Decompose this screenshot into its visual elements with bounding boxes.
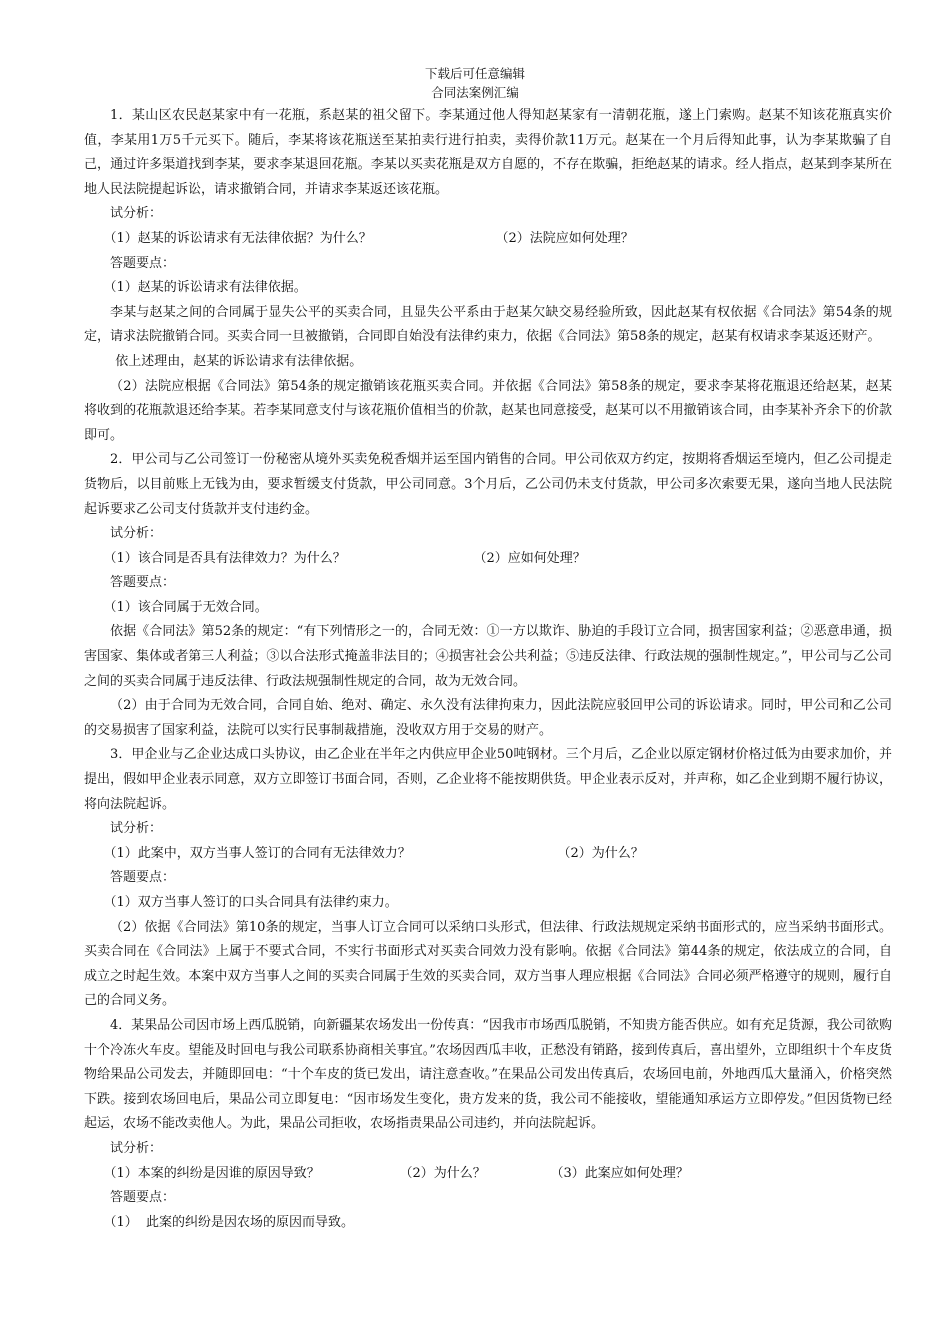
case4-text: 4．某果品公司因市场上西瓜脱销，向新疆某农场发出一份传真：“因我市市场西瓜脱销，不知贵方能否供应。如有充足货源，我公司欲购十个冷冻火车皮。望能及时回电与我公司联系协商相关事宜。”农场因西瓜丰收，正愁没有销路，接到传真后，喜出望外，立即组织十个车皮货物给果品公司发去，并随即回电：“十个车皮的货已发出，请注意查收。”在果品公司发出传真后，农场回电前，外地西瓜大量涌入，价格突然下跌。接到农场回电后，果品公司立即复电：“因市场发生变化，贵方发来的货，我公司不能接收，望能通知承运方立即停发。”但因货物已经起运，农场不能改卖他人。为此，果品公司拒收，农场指责果品公司违约，并向法院起诉。	[84, 1017, 892, 1132]
case1-questions	[84, 227, 892, 252]
case1-question-1: （1）赵某的诉讼请求有无法律依据？为什么？	[103, 230, 372, 246]
case2-answer-1: （1）该合同属于无效合同。	[103, 599, 268, 615]
case4-question-2: （2）为什么？	[399, 1165, 486, 1181]
case1-analyze-label: 试分析：	[110, 206, 163, 222]
case2-answer-1-detail: 依据《合同法》第52条的规定：“有下列情形之一的，合同无效：①一方以欺诈、胁迫的手段订立合同，损害国家利益；②恶意串通，损害国家、集体或者第三人利益；③以合法形式掩盖非法目的；④损害社会公共利益；⑤违反法律、行政法规的强制性规定。”，甲公司与乙公司之间的买卖合同属于违反法律、行政法规强制性规定的合同，故为无效合同。	[84, 624, 892, 689]
case3-questions	[84, 842, 892, 867]
document-title: 合同法案例汇编	[431, 85, 519, 100]
case3-text: 3．甲企业与乙企业达成口头协议，由乙企业在半年之内供应甲企业50吨钢材。三个月后，乙企业以原定钢材价格过低为由要求加价，并提出，假如甲企业表示同意，双方立即签订书面合同，否则，乙企业将不能按期供货。甲企业表示反对，并声称，如乙企业到期不履行协议，将向法院起诉。	[84, 747, 892, 812]
case2-questions	[84, 547, 892, 572]
case3-key-label: 答题要点：	[110, 870, 176, 886]
document-body	[84, 104, 892, 1235]
case3-analyze-label: 试分析：	[110, 821, 163, 837]
case2-text: 2．甲公司与乙公司签订一份秘密从境外买卖免税香烟并运至国内销售的合同。甲公司依双方约定，按期将香烟运至境内，但乙公司提走货物后，以目前账上无钱为由，要求暂缓支付货款，甲公司同意。3个月后，乙公司仍未支付货款，甲公司多次索要无果，遂向当地人民法院起诉要求乙公司支付货款并支付违约金。	[84, 452, 892, 517]
case3-question-2: （2）为什么？	[557, 845, 644, 861]
case2-question-1: （1）该合同是否具有法律效力？为什么？	[103, 550, 346, 566]
case1-answer-1-detail: 李某与赵某之间的合同属于显失公平的买卖合同，且显失公平系由于赵某欠缺交易经验所致，因此赵某有权依据《合同法》第54条的规定，请求法院撤销合同。买卖合同一旦被撤销，合同即自始没有法律约束力，依据《合同法》第58条的规定，赵某有权请求李某返还财产。	[84, 304, 892, 345]
case2-question-2: （2）应如何处理？	[473, 550, 586, 566]
case1-question-2: （2）法院应如何处理？	[495, 230, 634, 246]
case3-answer-1: （1）双方当事人签订的口头合同具有法律约束力。	[103, 895, 398, 910]
case4-question-3: （3）此案应如何处理？	[550, 1165, 689, 1181]
document-header	[0, 64, 950, 102]
case3-question-1: （1）此案中，双方当事人签订的合同有无法律效力？	[103, 845, 411, 861]
case2-key-label: 答题要点：	[110, 575, 176, 591]
case4-analyze-label: 试分析：	[110, 1140, 163, 1156]
case3-answer-2: （2）依据《合同法》第10条的规定，当事人订立合同可以采纳口头形式，但法律、行政法规规定采纳书面形式的，应当采纳书面形式。买卖合同在《合同法》上属于不要式合同，不实行书面形式对买卖合同效力没有影响。依据《合同法》第44条的规定，依法成立的合同，自成立之时起生效。本案中双方当事人之间的买卖合同属于生效的买卖合同，双方当事人理应根据《合同法》合同必须严格遵守的规则，履行自己的合同义务。	[84, 919, 892, 1009]
case1-answer-1-conclusion: 依上述理由，赵某的诉讼请求有法律依据。	[115, 353, 363, 369]
case2-answer-2: （2）由于合同为无效合同，合同自始、绝对、确定、永久没有法律拘束力，因此法院应驳回甲公司的诉讼请求。同时，甲公司和乙公司的交易损害了国家利益，法院可以实行民事制裁措施，没收双方用于交易的财产。	[84, 698, 892, 738]
case1-text: 1．某山区农民赵某家中有一花瓶，系赵某的祖父留下。李某通过他人得知赵某家有一清朝花瓶，遂上门索购。赵某不知该花瓶真实价值，李某用1万5千元买下。随后，李某将该花瓶送至某拍卖行进行拍卖，卖得价款11万元。赵某在一个月后得知此事，认为李某欺骗了自己，通过许多渠道找到李某，要求李某退回花瓶。李某以买卖花瓶是双方自愿的，不存在欺骗，拒绝赵某的请求。经人指点，赵某到李某所在地人民法院提起诉讼，请求撤销合同，并请求李某返还该花瓶。	[84, 108, 892, 197]
case4-answer-1: （1） 此案的纠纷是因农场的原因而导致。	[103, 1214, 355, 1230]
case4-questions	[84, 1162, 892, 1187]
case4-question-1: （1）本案的纠纷是因谁的原因导致？	[103, 1165, 320, 1181]
case1-answer-1: （1）赵某的诉讼请求有法律依据。	[103, 280, 307, 296]
case1-answer-2: （2）法院应根据《合同法》第54条的规定撤销该花瓶买卖合同。并依据《合同法》第58条的规定，要求李某将花瓶退还给赵某，赵某将收到的花瓶款退还给李某。若李某同意支付与该花瓶价值相当的价款，赵某也同意接受，赵某可以不用撤销该合同，由李某补齐余下的价款即可。	[84, 378, 892, 443]
header-note: 下载后可任意编辑	[424, 66, 525, 81]
case1-key-label: 答题要点：	[110, 255, 176, 271]
case2-analyze-label: 试分析：	[110, 526, 163, 542]
case4-key-label: 答题要点：	[110, 1190, 176, 1206]
